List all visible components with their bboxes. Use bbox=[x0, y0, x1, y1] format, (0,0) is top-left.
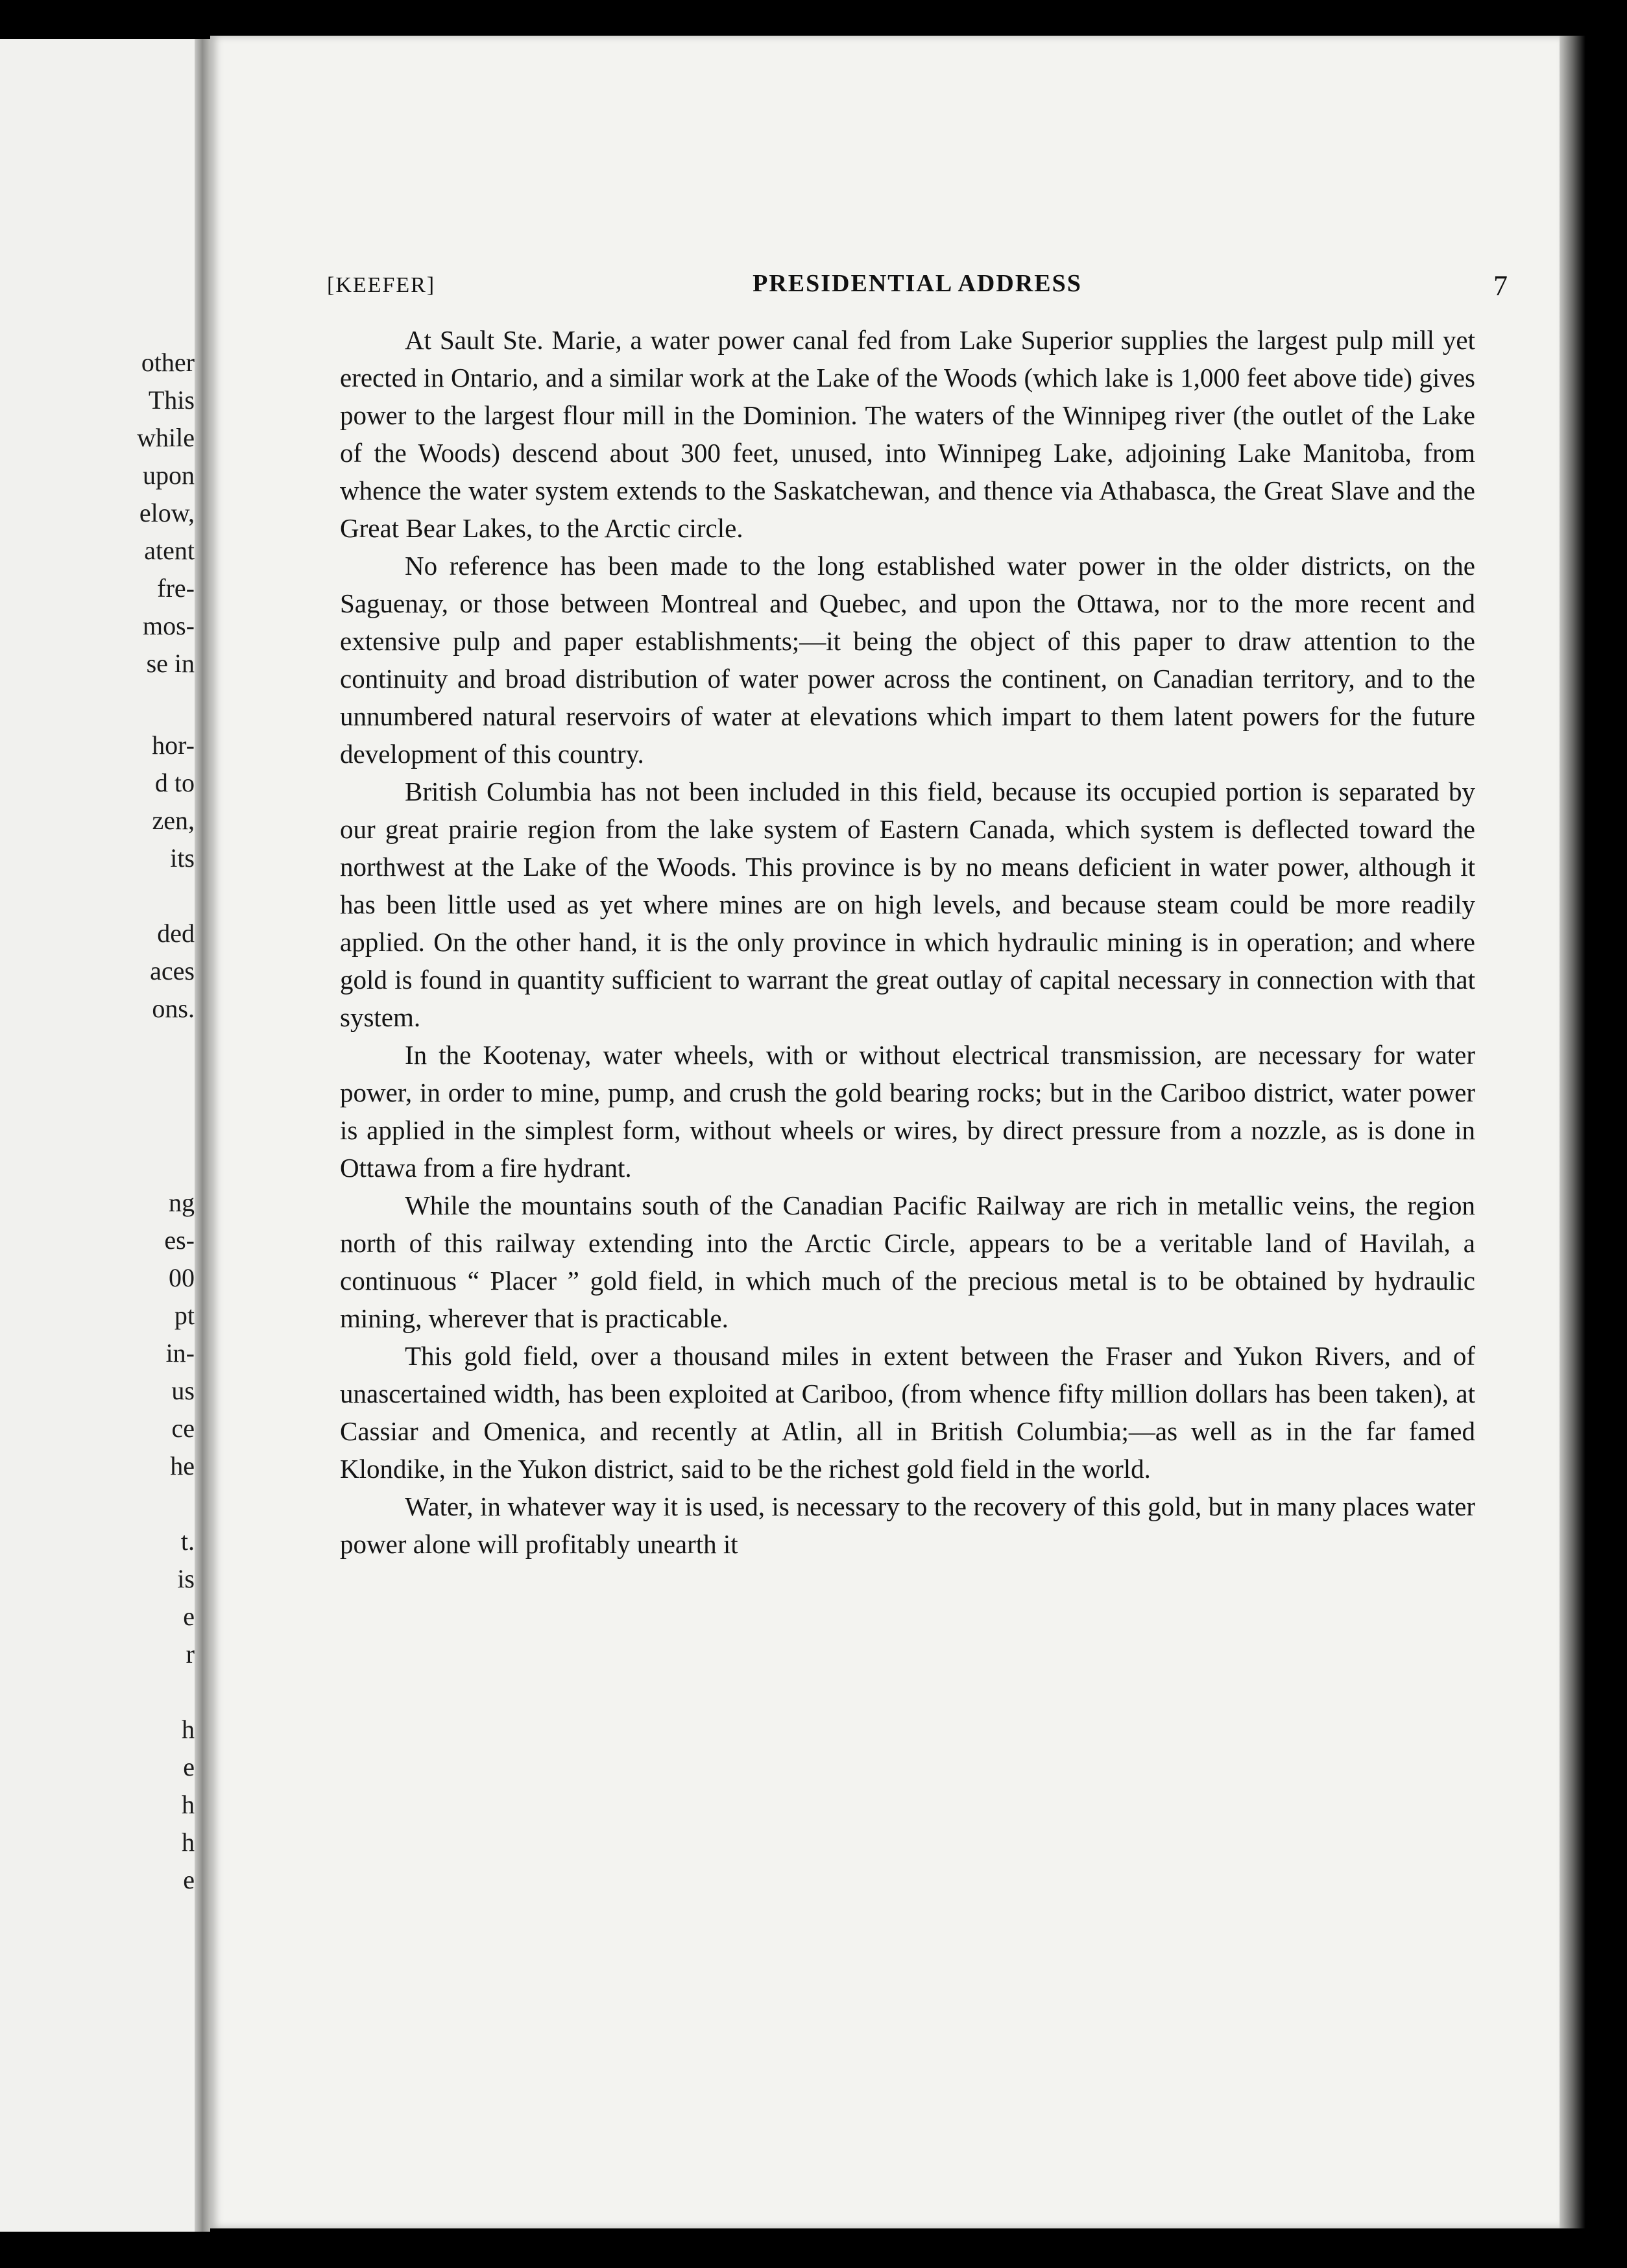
paragraph: While the mountains south of the Canadian Pacific Railway are rich in metallic veins, the region north of this railway extending into the Arctic Circle, appears to be a veritable land of Havilah, a continuous “ Placer ” gold field, in which much of the precious metal is to be obtained by hydraulic mining, wherever that is practicable. bbox=[340, 1190, 1475, 1333]
page-edge-shadow bbox=[1560, 36, 1585, 2228]
fragment: in- bbox=[165, 1338, 195, 1368]
fragment: aces bbox=[150, 956, 195, 985]
paragraph: No reference has been made to the long established water power in the older districts, on the Saguenay, or those between Montreal and Quebec, and upon the Ottawa, nor to the more recent and extensive pulp and paper establishments;—it being the object of this paper to draw attention to the continuity and broad distribution of water power across the continent, on Canadian territory, and to the unnumbered natural reservoirs of water at elevations which impart to them latent powers for the future development of this country. bbox=[340, 551, 1475, 769]
fragment: fre- bbox=[157, 573, 195, 603]
fragment: r bbox=[186, 1639, 195, 1669]
fragment: h bbox=[182, 1715, 195, 1744]
fragment: elow, bbox=[139, 498, 195, 527]
page-title: PRESIDENTIAL ADDRESS bbox=[753, 270, 1082, 297]
paragraph: At Sault Ste. Marie, a water power canal fed from Lake Superior supplies the largest pulp mill yet erected in Ontario, and a similar work at the Lake of the Woods (which lake is 1,000 feet above tide) gives power to the largest flour mill in the Dominion. The waters of the Winnipeg river (the outlet of the Lake of the Woods) descend about 300 feet, unused, into Winnipeg Lake, adjoining Lake Manitoba, from whence the water system extends to the Saskatchewan, and thence via Athabasca, the Great Slave and the Great Bear Lakes, to the Arctic circle. bbox=[340, 325, 1475, 543]
fragment: other bbox=[141, 348, 195, 377]
fragment: e bbox=[183, 1865, 195, 1894]
body-text bbox=[340, 321, 1475, 1563]
fragment: This bbox=[148, 385, 195, 415]
fragment: he bbox=[170, 1451, 195, 1480]
fragment: mos- bbox=[143, 611, 195, 640]
fragment: e bbox=[183, 1602, 195, 1631]
fragment: es- bbox=[164, 1225, 195, 1255]
page-number: 7 bbox=[1493, 270, 1508, 302]
fragment: its bbox=[170, 843, 195, 873]
fragment: upon bbox=[143, 461, 195, 490]
fragment: hor- bbox=[152, 730, 195, 760]
fragment: se in bbox=[146, 649, 195, 678]
fragment: ce bbox=[171, 1414, 195, 1443]
paragraph: This gold field, over a thousand miles in extent between the Fraser and Yukon Rivers, and of unascertained width, has been exploited at Cariboo, (from whence fifty million dollars has been taken), at Cassiar and Omenica, and recently at Atlin, all in British Columbia;—as well as in the far famed Klondike, in the Yukon district, said to be the richest gold field in the world. bbox=[340, 1341, 1475, 1484]
fragment: ng bbox=[169, 1188, 195, 1217]
fragment: h bbox=[182, 1790, 195, 1819]
paragraph: British Columbia has not been included in this field, because its occupied portion is separated by our great prairie region from the lake system of Eastern Canada, which system is deflected toward the northwest at the Lake of the Woods. This province is by no means deficient in water power, although it has been little used as yet where mines are on high levels, and because steam could be more readily applied. On the other hand, it is the only province in which hydraulic mining is in operation; and where gold is found in quantity sufficient to warrant the great outlay of capital necessary in connection with that system. bbox=[340, 777, 1475, 1032]
fragment: us bbox=[171, 1376, 195, 1405]
fragment: zen, bbox=[152, 806, 195, 835]
fragment: e bbox=[183, 1752, 195, 1781]
paragraph: Water, in whatever way it is used, is necessary to the recovery of this gold, but in many places water power alone will profitably unearth it bbox=[340, 1491, 1475, 1559]
fragment: ded bbox=[157, 919, 195, 948]
fragment: ons. bbox=[152, 994, 195, 1023]
fragment: h bbox=[182, 1828, 195, 1857]
fragment: pt bbox=[174, 1301, 195, 1330]
fragment: 00 bbox=[169, 1263, 195, 1292]
fragment: while bbox=[137, 423, 195, 452]
fragment: atent bbox=[144, 536, 195, 565]
facing-page-edge bbox=[0, 39, 195, 2232]
fragment: t. bbox=[180, 1526, 195, 1556]
running-header bbox=[327, 269, 1508, 308]
book-gutter bbox=[195, 39, 210, 2232]
author-tag: [KEEFER] bbox=[327, 273, 436, 297]
paragraph: In the Kootenay, water wheels, with or without electrical transmission, are necessary for water power, in order to mine, pump, and crush the gold bearing rocks; but in the Cariboo district, water power is applied in the simplest form, without wheels or wires, by direct pressure from a nozzle, as is done in Ottawa from a fire hydrant. bbox=[340, 1040, 1475, 1183]
fragment: is bbox=[177, 1564, 195, 1593]
fragment: d to bbox=[154, 768, 195, 797]
document-page bbox=[210, 36, 1560, 2228]
